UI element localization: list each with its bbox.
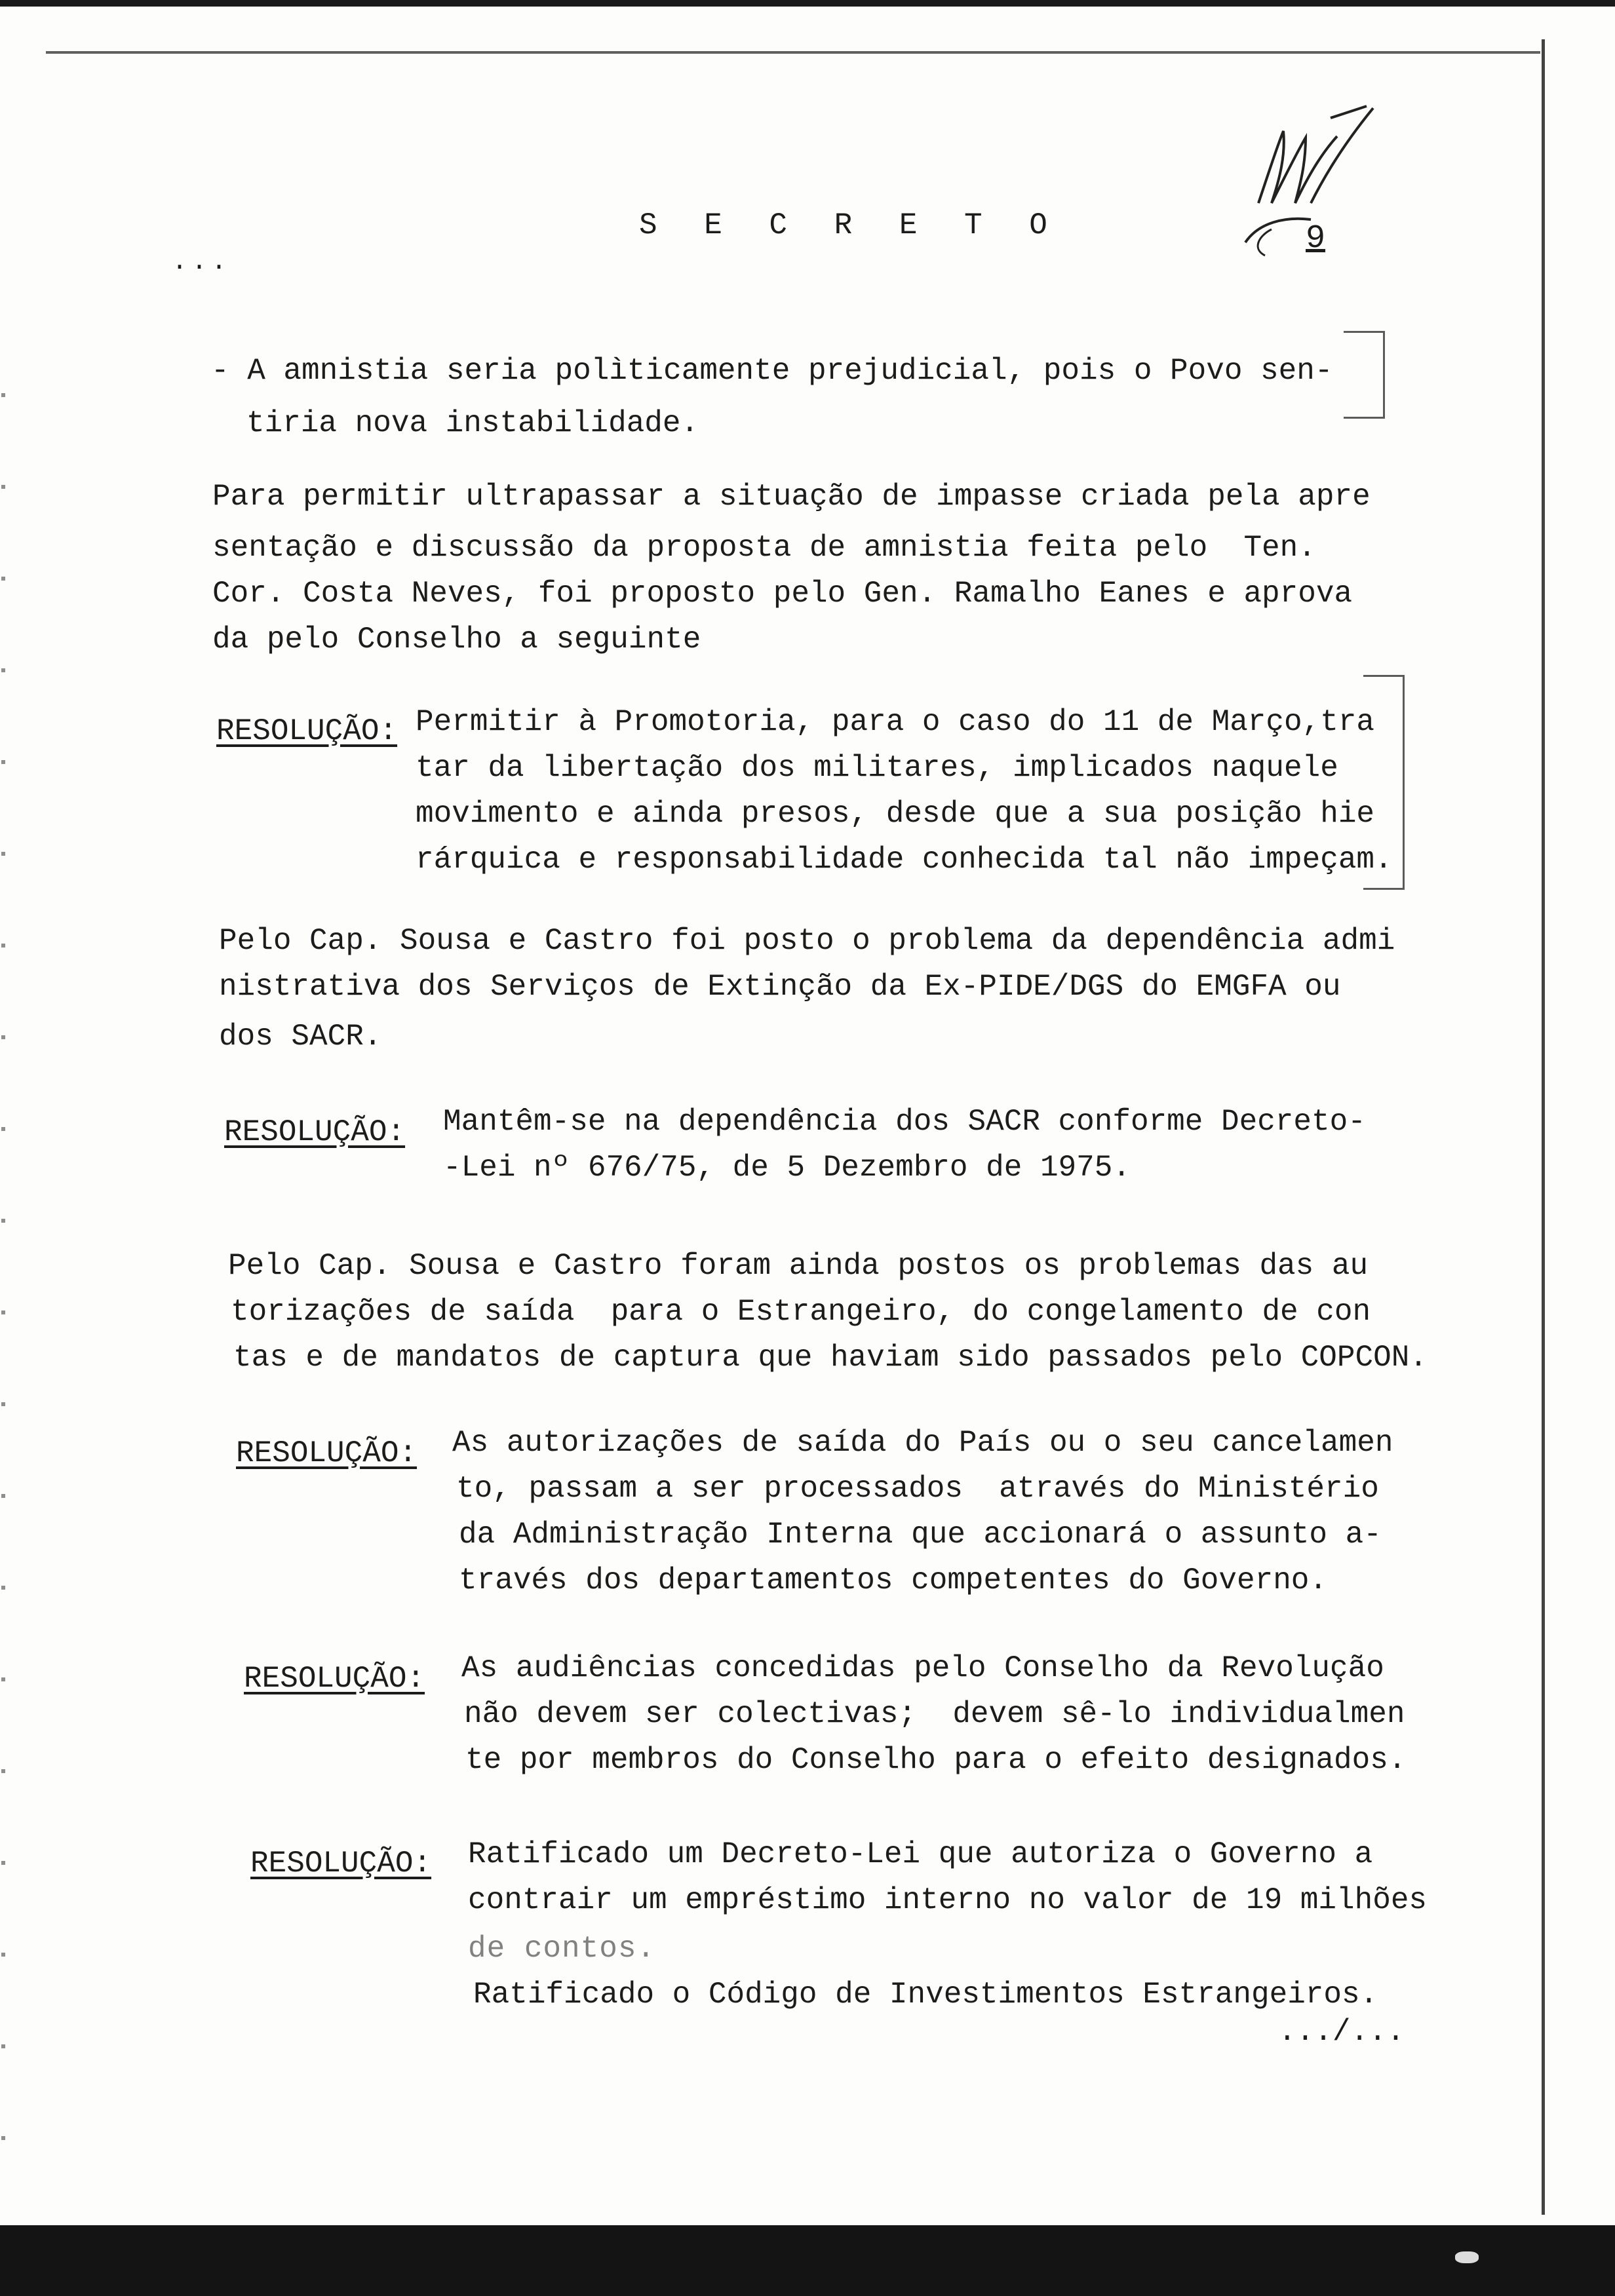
scan-top-edge	[0, 0, 1615, 7]
text-line: rárquica e responsabilidade conhecida tal não impeçam.	[416, 843, 1393, 877]
text-line: As autorizações de saída do País ou o seu cancelamen	[452, 1426, 1393, 1460]
text-line: Permitir à Promotoria, para o caso do 11 de Março,tra	[416, 705, 1375, 739]
text-line: tar da libertação dos militares, implicados naquele	[416, 751, 1338, 785]
margin-bracket	[1344, 331, 1385, 419]
resolution-label: RESOLUÇÃO:	[236, 1436, 418, 1470]
text-line: -Lei nº 676/75, de 5 Dezembro de 1975.	[443, 1151, 1131, 1185]
text-line: Ratificado o Código de Investimentos Estrangeiros.	[473, 1978, 1378, 2012]
text-line: de contos.	[468, 1932, 656, 1966]
text-line: da Administração Interna que accionará o assunto a-	[459, 1518, 1382, 1552]
text-line: contrair um empréstimo interno no valor de 19 milhões	[468, 1883, 1428, 1917]
text-line: As audiências concedidas pelo Conselho da Revolução	[461, 1651, 1384, 1685]
text-line: sentação e discussão da proposta de amnistia feita pelo Ten.	[212, 531, 1316, 565]
resolution-label: RESOLUÇÃO:	[244, 1662, 425, 1696]
text-line: não devem ser colectivas; devem sê-lo individualmen	[464, 1697, 1405, 1731]
text-line: través dos departamentos competentes do Governo.	[459, 1563, 1328, 1598]
text-line: dos SACR.	[219, 1020, 382, 1054]
right-margin-rule	[1542, 39, 1545, 2215]
margin-mark: ...	[172, 248, 231, 277]
text-line: - A amnistia seria polìticamente prejudicial, pois o Povo sen-	[211, 354, 1333, 388]
text-line: Cor. Costa Neves, foi proposto pelo Gen. Ramalho Eanes e aprova	[212, 577, 1353, 611]
text-line: nistrativa dos Serviços de Extinção da Ex-PIDE/DGS do EMGFA ou	[219, 970, 1341, 1004]
text-line: movimento e ainda presos, desde que a sua posição hie	[416, 797, 1375, 831]
resolution-label: RESOLUÇÃO:	[250, 1846, 432, 1881]
margin-bracket	[1363, 675, 1405, 890]
text-line: da pelo Conselho a seguinte	[212, 622, 701, 657]
left-margin-punch-marks	[1, 393, 5, 2162]
text-line: Ratificado um Decreto-Lei que autoriza o Governo a	[468, 1837, 1373, 1871]
scan-artifact	[1455, 2251, 1479, 2263]
text-line: Pelo Cap. Sousa e Castro foi posto o problema da dependência admi	[219, 924, 1395, 958]
continuation-mark: .../...	[1278, 2015, 1405, 2049]
scan-bottom-band	[0, 2225, 1615, 2296]
text-line: tiria nova instabilidade.	[246, 406, 699, 440]
classification-header: S E C R E T O	[639, 208, 1062, 242]
text-line: to, passam a ser processados através do Ministério	[456, 1472, 1379, 1506]
text-line: tas e de mandatos de captura que haviam sido passados pelo COPCON.	[233, 1341, 1428, 1375]
header-rule	[46, 51, 1540, 54]
text-line: Para permitir ultrapassar a situação de impasse criada pela apre	[212, 480, 1371, 514]
text-line: torizações de saída para o Estrangeiro, do congelamento de con	[231, 1295, 1371, 1329]
resolution-label: RESOLUÇÃO:	[216, 714, 398, 748]
resolution-label: RESOLUÇÃO:	[224, 1115, 406, 1149]
text-line: te por membros do Conselho para o efeito designados.	[465, 1743, 1407, 1777]
text-line: Mantêm-se na dependência dos SACR conforme Decreto-	[443, 1105, 1366, 1139]
text-line: Pelo Cap. Sousa e Castro foram ainda postos os problemas das au	[228, 1249, 1369, 1283]
page-number: 9	[1306, 220, 1326, 258]
